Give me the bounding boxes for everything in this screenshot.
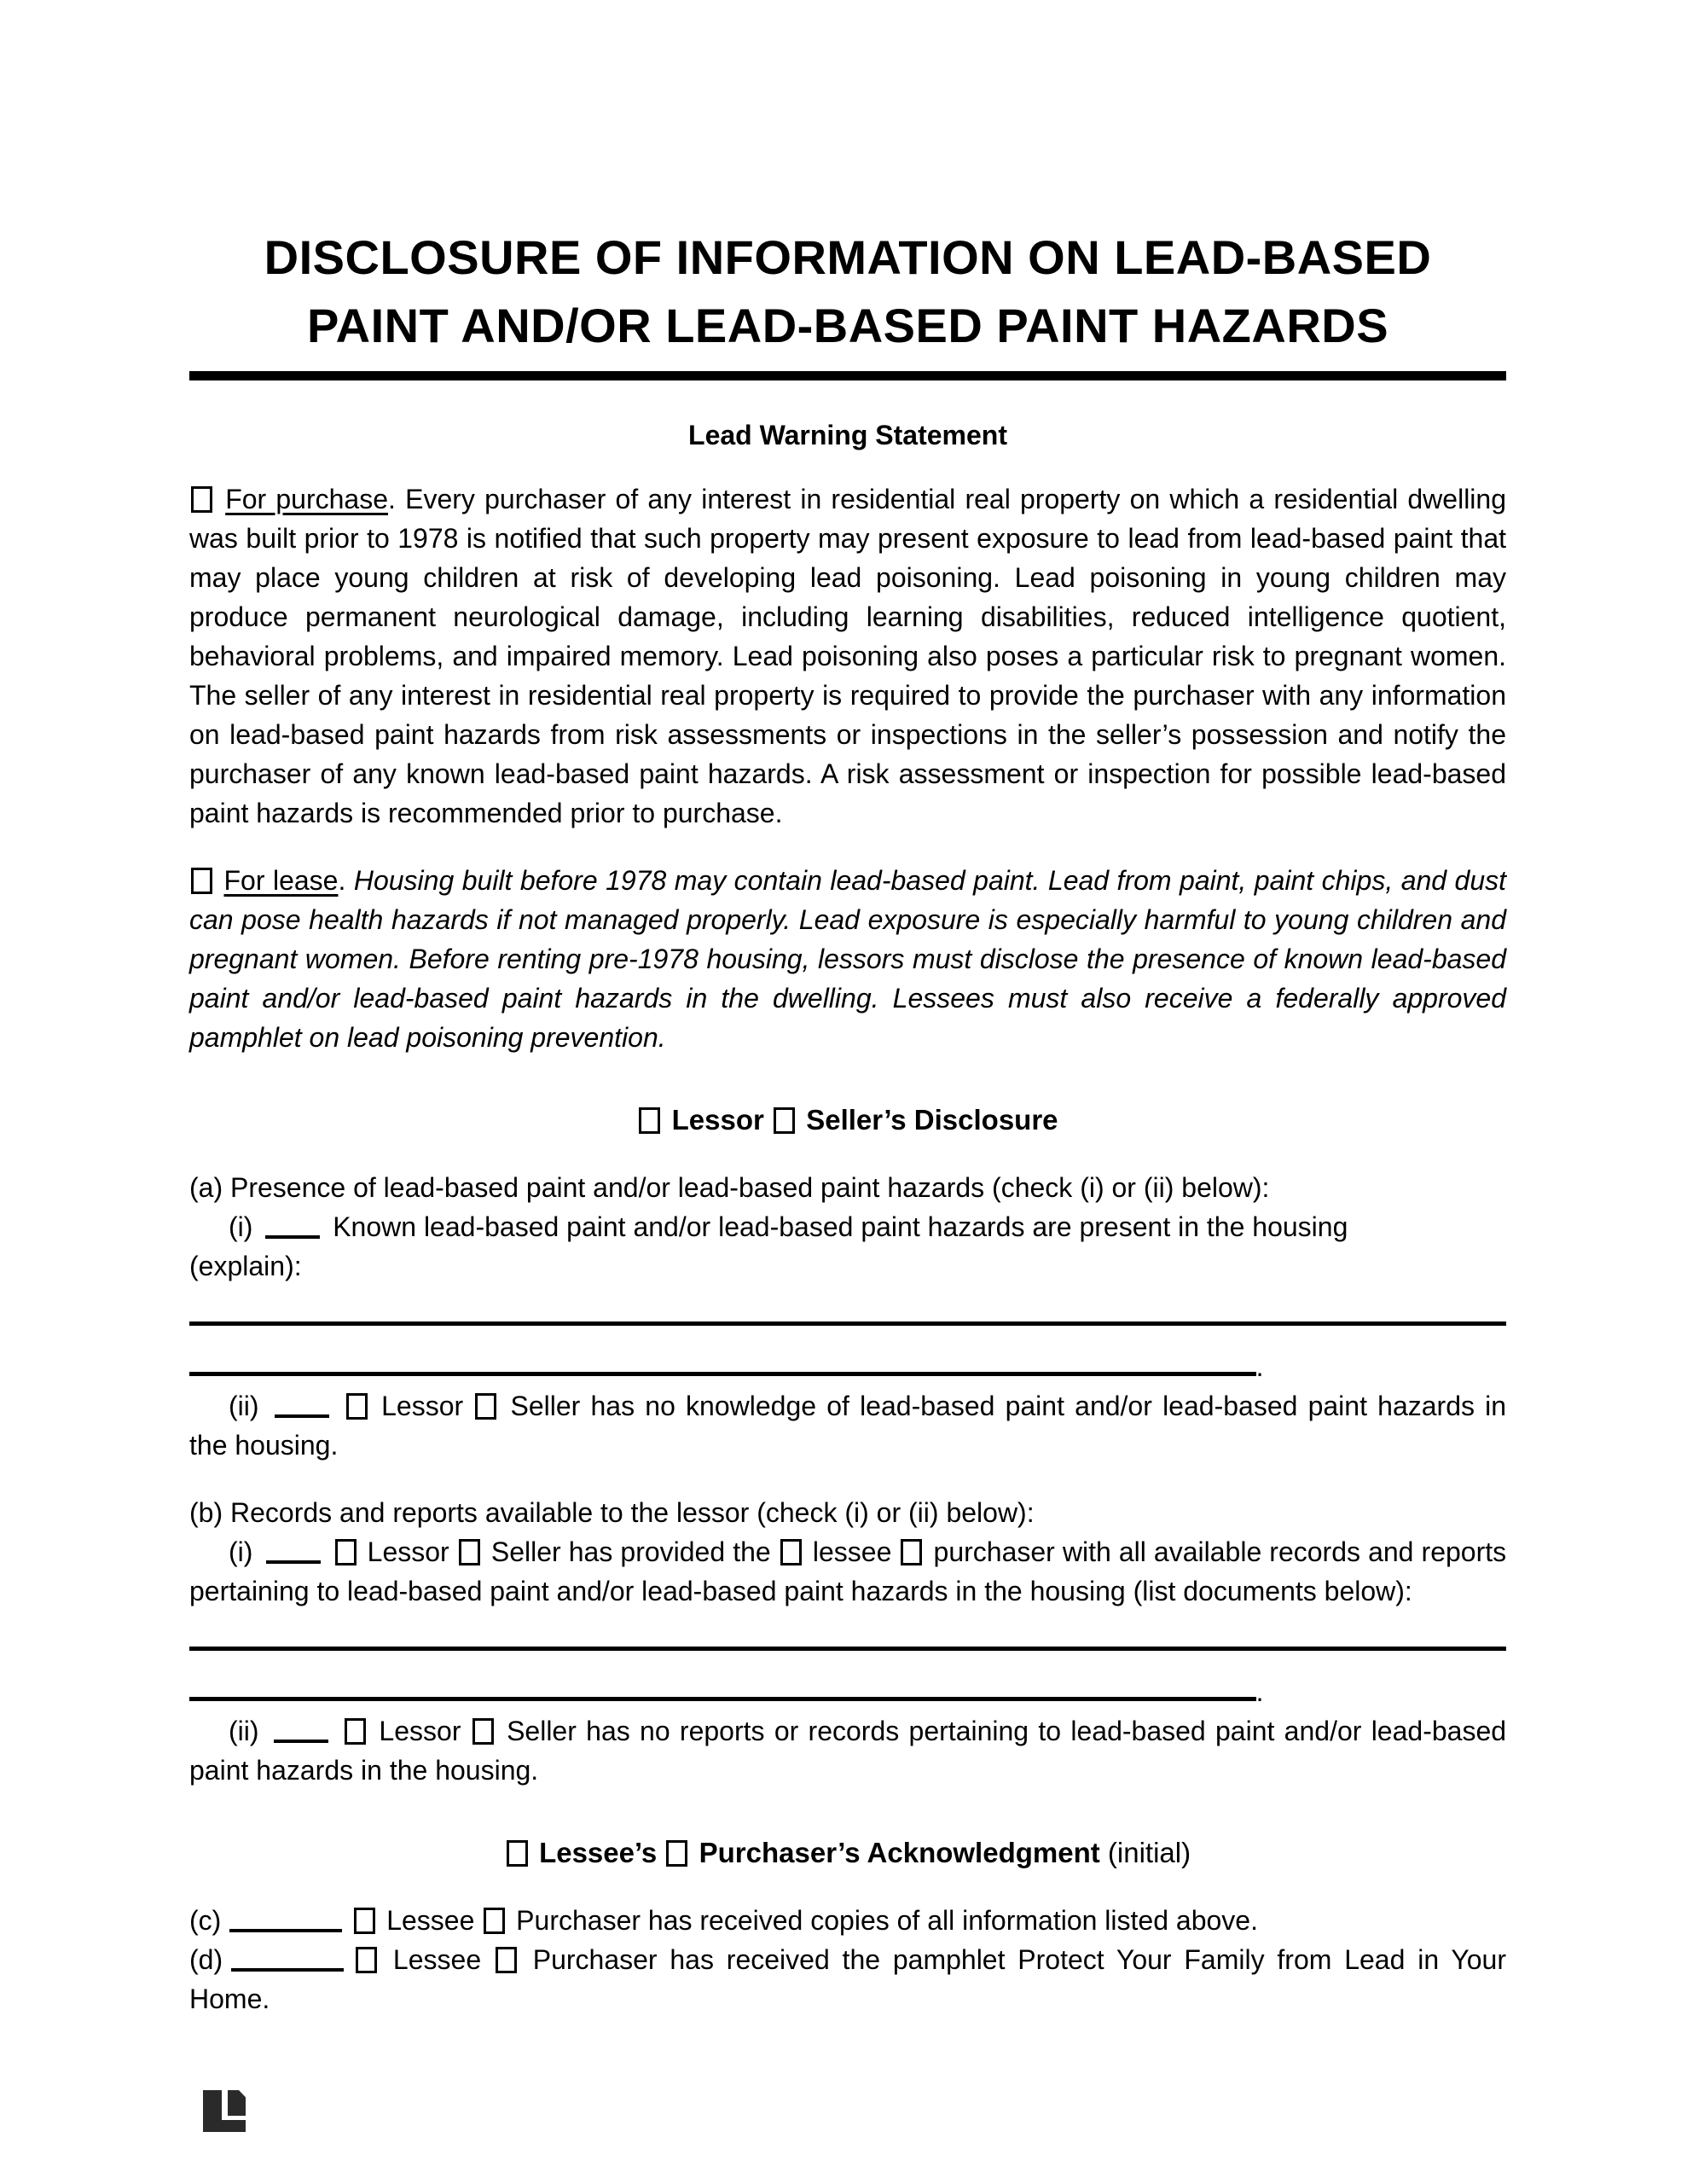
acknowledgment-heading [189,1833,1506,1873]
a-ii-seller-checkbox[interactable] [475,1393,496,1420]
a-i-label: (i) [229,1211,253,1243]
d-lessee-label: Lessee [392,1944,482,1976]
item-a-ii [189,1386,1506,1465]
disclosure-heading [189,1100,1506,1140]
item-d [189,1940,1506,2018]
purchase-text: Every purchaser of any interest in residential real property on which a residential dwelling was built prior to 1978 is notified that such property may present exposure to lead from lead-based paint that may place young children at risk of developing lead poisoning. Lead poisoning in young children may produce permanent neurological damage, including learning disabilities, reduced intelligence quotient, behavioral problems, and impaired memory. Lead poisoning also poses a particular risk to pregnant women. The seller of any interest in residential real property is required to provide the purchaser with any information on lead-based paint hazards from risk assessments or inspections in the seller’s possession and notify the purchaser of any known lead-based paint hazards. A risk assessment or inspection for possible lead-based paint hazards is recommended prior to purchase. [189,484,1507,829]
item-c [189,1901,1506,1940]
lessor-checkbox[interactable] [639,1107,660,1134]
item-b-intro: (b) Records and reports available to the lessor (check (i) or (ii) below): [189,1497,1035,1529]
logo-page-icon [228,2090,246,2116]
for-purchase-label: For purchase [225,484,389,515]
b-ii-seller-checkbox[interactable] [472,1718,494,1745]
b-writein-line-1[interactable] [189,1611,1506,1651]
item-b-i [189,1532,1506,1611]
a-i-check-blank[interactable] [265,1235,320,1239]
c-initial-blank[interactable] [229,1929,342,1932]
a-explain-label: (explain): [189,1251,302,1282]
title-underline [189,371,1506,380]
item-a-intro: (a) Presence of lead-based paint and/or lead-based paint hazards (check (i) or (ii) below): [189,1172,1270,1204]
a-writein-row-2 [189,1336,1506,1386]
b-i-lessee-label: lessee [812,1536,892,1568]
b-ii-label: (ii) [229,1716,259,1747]
b-line2-period: . [1255,1676,1264,1708]
b-writein-row-2 [189,1661,1506,1711]
purchaser-label: Purchaser’s Acknowledgment [699,1837,1100,1869]
a-writein-line-1[interactable] [189,1286,1506,1326]
a-writein-row-1 [189,1286,1506,1336]
lease-text: Housing built before 1978 may contain lead-based paint. Lead from paint, paint chips, and dust can pose health hazards if not managed properly. Lead exposure is especially harmful to young children and pregnant women. Before renting pre-1978 housing, lessors must disclose the presence of known lead-based paint and/or lead-based paint hazards in the dwelling. Lessees must also receive a federally approved pamphlet on lead poisoning prevention. [189,865,1507,1054]
a-ii-lessor-label: Lessor [381,1391,464,1422]
document-title [189,224,1506,359]
d-label: (d) [189,1944,223,1976]
for-purchase-checkbox[interactable] [191,486,212,513]
c-purchaser-checkbox[interactable] [484,1908,505,1934]
lessee-label: Lessee’s [539,1837,658,1869]
lease-paragraph [189,861,1506,1057]
b-writein-line-2[interactable] [189,1661,1256,1701]
a-writein-line-2[interactable] [189,1336,1256,1376]
lessor-label: Lessor [671,1104,764,1136]
a-ii-check-blank[interactable] [275,1414,329,1418]
seller-label: Seller’s Disclosure [806,1104,1058,1136]
title-line-2: PAINT AND/OR LEAD-BASED PAINT HAZARDS [306,298,1389,352]
purchaser-checkbox[interactable] [666,1840,687,1867]
a-i-text: Known lead-based paint and/or lead-based paint hazards are present in the housing [333,1211,1348,1243]
a-ii-text: Seller has no knowledge of lead-based paint and/or lead-based paint hazards in the housing. [189,1391,1507,1461]
purchase-separator: . [388,484,396,515]
d-purchaser-checkbox[interactable] [496,1947,517,1973]
b-i-text-2: purchaser with all available records and reports pertaining to lead-based paint and/or lead-based paint hazards in the housing (list documents below): [189,1536,1507,1607]
b-i-lessor-label: Lessor [367,1536,449,1568]
a-ii-label: (ii) [229,1391,259,1422]
for-lease-label: For lease [223,865,339,897]
b-i-check-blank[interactable] [266,1560,321,1564]
b-i-lessor-checkbox[interactable] [335,1539,357,1565]
b-ii-check-blank[interactable] [274,1740,328,1743]
seller-checkbox[interactable] [774,1107,795,1134]
item-a-i [189,1207,1506,1286]
b-writein-row-1 [189,1611,1506,1661]
item-b-ii [189,1711,1506,1790]
c-lessee-checkbox[interactable] [354,1908,375,1934]
c-text: Purchaser has received copies of all information listed above. [516,1905,1258,1937]
a-ii-lessor-checkbox[interactable] [346,1393,368,1420]
lead-warning-heading: Lead Warning Statement [688,420,1007,451]
legaltemplates-logo [203,2090,246,2132]
c-lessee-label: Lessee [386,1905,475,1937]
lease-separator: . [338,865,346,897]
lessee-checkbox[interactable] [507,1840,528,1867]
section-a [189,1168,1506,1465]
b-i-seller-checkbox[interactable] [459,1539,480,1565]
b-ii-text: Seller has no reports or records pertaining to lead-based paint and/or lead-based paint hazards in the housing. [189,1716,1507,1786]
section-b [189,1493,1506,1790]
b-i-text-1: Seller has provided the [490,1536,771,1568]
d-text: Purchaser has received the pamphlet Protect Your Family from Lead in Your Home. [189,1944,1507,2015]
b-i-label: (i) [229,1536,253,1568]
a-line2-period: . [1255,1351,1264,1383]
d-initial-blank[interactable] [231,1968,344,1972]
d-lessee-checkbox[interactable] [356,1947,377,1973]
acknowledgment-items [189,1901,1506,2018]
purchase-paragraph [189,479,1506,833]
for-lease-checkbox[interactable] [191,868,212,894]
b-ii-lessor-label: Lessor [379,1716,461,1747]
title-line-1: DISCLOSURE OF INFORMATION ON LEAD-BASED [264,230,1432,284]
b-i-purchaser-checkbox[interactable] [901,1539,922,1565]
b-ii-lessor-checkbox[interactable] [345,1718,366,1745]
initial-note: (initial) [1107,1837,1191,1869]
logo-l-bottom-bar [203,2120,246,2132]
c-label: (c) [189,1905,222,1937]
b-i-lessee-checkbox[interactable] [780,1539,802,1565]
